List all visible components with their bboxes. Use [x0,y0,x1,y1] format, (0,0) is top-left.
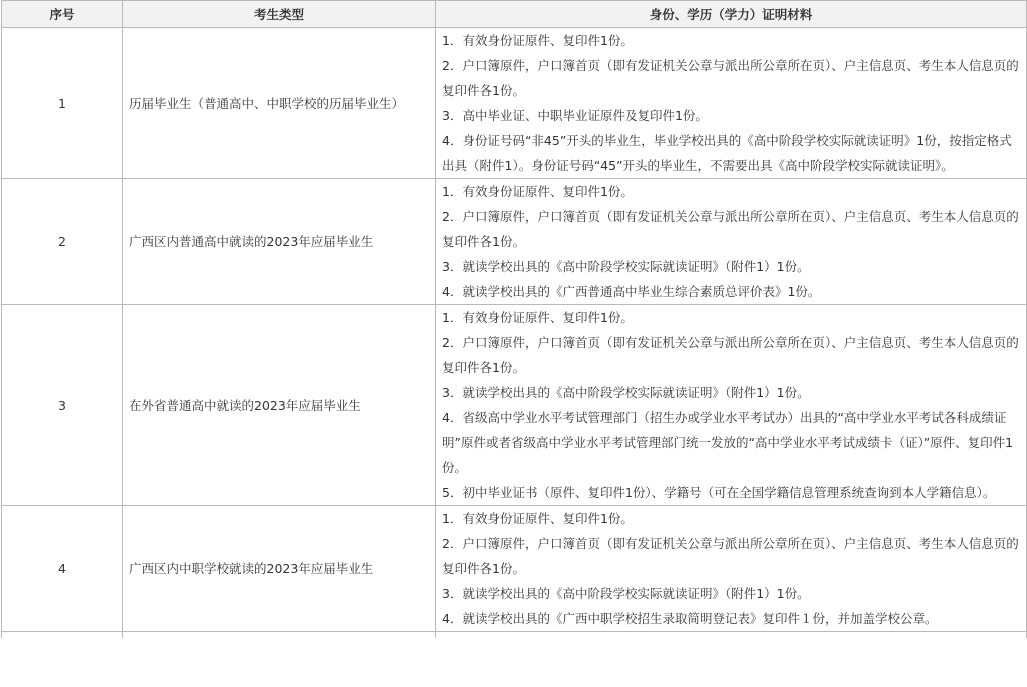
material-item: 2．户口簿原件，户口簿首页（即有发证机关公章与派出所公章所在页）、户主信息页、考生本人信息页的复印件各1份。 [442,335,1019,375]
materials-list [436,506,1027,632]
material-item: 1．有效身份证原件、复印件1份。 [442,310,633,325]
material-item: 2．户口簿原件，户口簿首页（即有发证机关公章与派出所公章所在页）、户主信息页、考生本人信息页的复印件各1份。 [442,536,1019,576]
table-row [2,28,1027,179]
material-item: 1．有效身份证原件、复印件1份。 [442,511,633,526]
header-seq: 序号 [2,1,123,28]
material-item: 4．就读学校出具的《广西普通高中毕业生综合素质总评价表》1份。 [442,284,821,299]
table-row [2,179,1027,305]
material-item: 3．就读学校出具的《高中阶段学校实际就读证明》（附件1）1份。 [442,385,810,400]
row-number: 1 [2,28,123,179]
material-item: 5．初中毕业证书（原件、复印件1份）、学籍号（可在全国学籍信息管理系统查询到本人学籍信息）。 [442,485,996,500]
candidate-type: 广西区内普通高中就读的2023年应届毕业生 [123,179,436,305]
material-item: 1．有效身份证原件、复印件1份。 [442,184,633,199]
row-number: 3 [2,305,123,506]
material-item: 1．有效身份证原件、复印件1份。 [442,33,633,48]
material-item: 2．户口簿原件，户口簿首页（即有发证机关公章与派出所公章所在页）、户主信息页、考生本人信息页的复印件各1份。 [442,58,1019,98]
table-row [2,305,1027,506]
material-item: 2．户口簿原件，户口簿首页（即有发证机关公章与派出所公章所在页）、户主信息页、考生本人信息页的复印件各1份。 [442,209,1019,249]
material-item: 3．就读学校出具的《高中阶段学校实际就读证明》（附件1）1份。 [442,586,810,601]
material-item: 3．高中毕业证、中职毕业证原件及复印件1份。 [442,108,708,123]
candidate-type: 历届毕业生（普通高中、中职学校的历届毕业生） [123,28,436,179]
material-item: 4．就读学校出具的《广西中职学校招生录取简明登记表》复印件１份，并加盖学校公章。 [442,611,938,626]
partial-cell [2,632,123,639]
header-materials: 身份、学历（学力）证明材料 [436,1,1027,28]
materials-list [436,28,1027,179]
table-header-row [2,1,1027,28]
material-item: 3．就读学校出具的《高中阶段学校实际就读证明》（附件1）1份。 [442,259,810,274]
materials-list [436,179,1027,305]
material-item: 4．省级高中学业水平考试管理部门（招生办或学业水平考试办）出具的“高中学业水平考试各科成绩证明”原件或者省级高中学业水平考试管理部门统一发放的“高中学业水平考试成绩卡（证）”原件、复印件1份。 [442,410,1014,475]
material-item: 4．身份证号码“非45”开头的毕业生，毕业学校出具的《高中阶段学校实际就读证明》1份，按指定格式出具（附件1）。身份证号码“45”开头的毕业生，不需要出具《高中阶段学校实际就读证明》。 [442,133,1012,173]
candidate-type: 在外省普通高中就读的2023年应届毕业生 [123,305,436,506]
materials-list [436,305,1027,506]
materials-table [1,0,1027,638]
candidate-type: 广西区内中职学校就读的2023年应届毕业生 [123,506,436,632]
partial-cell [123,632,436,639]
table-row-partial [2,632,1027,639]
row-number: 2 [2,179,123,305]
partial-cell [436,632,1027,639]
table-row [2,506,1027,632]
row-number: 4 [2,506,123,632]
header-candidate-type: 考生类型 [123,1,436,28]
